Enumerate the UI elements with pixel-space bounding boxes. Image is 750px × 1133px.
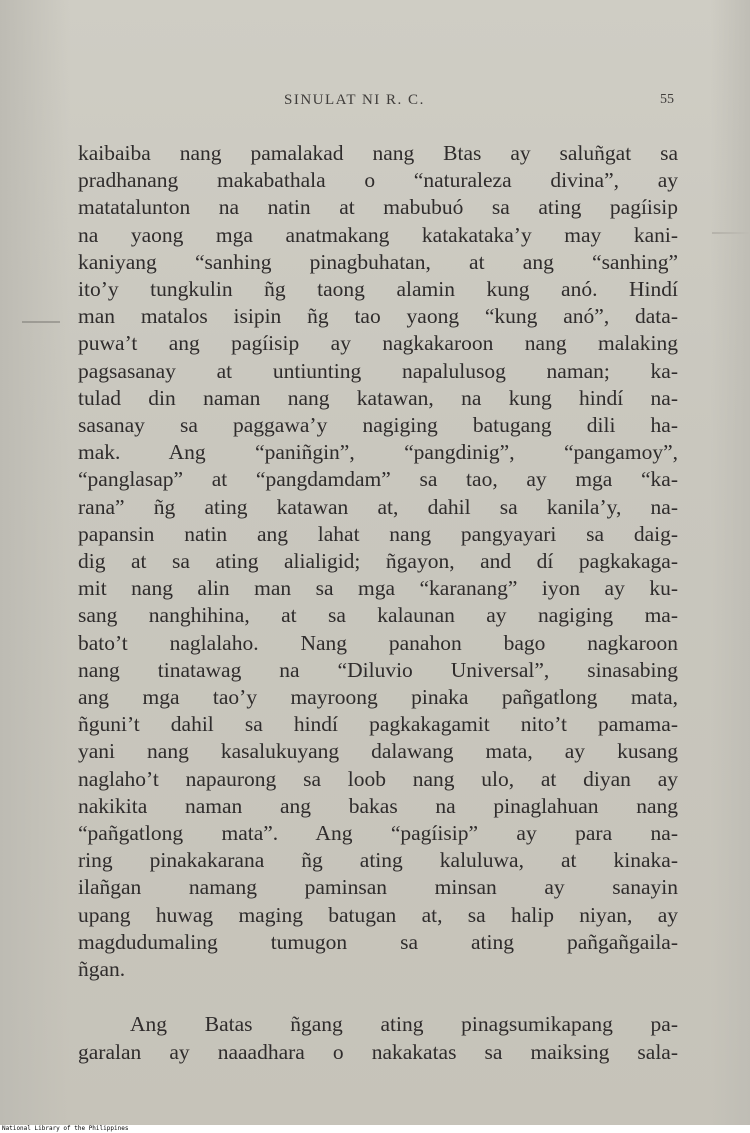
text-line: ñguni’t dahil sa hindí pagkakagamit nito’t pamama- — [78, 712, 678, 737]
text-line: tulad din naman nang katawan, na kung hindí na- — [78, 385, 678, 410]
page-header — [0, 92, 750, 116]
text-line: dig at sa ating alialigid; ñgayon, and dí pagkakaga- — [78, 549, 678, 574]
text-line: “pañgatlong mata”. Ang “pagíisip” ay para na- — [78, 821, 678, 846]
margin-rule-mark — [22, 321, 60, 323]
text-line: bato’t naglalaho. Nang panahon bago nagkaroon — [78, 630, 678, 655]
text-line: na yaong mga anatmakang katakataka’y may kani- — [78, 222, 678, 247]
paragraph-2 — [78, 1011, 678, 1065]
text-line: kaibaiba nang pamalakad nang Btas ay saluñgat sa — [78, 141, 678, 165]
text-line: pradhanang makabathala o “naturaleza divina”, ay — [78, 168, 678, 193]
text-line: garalan ay naaadhara o nakakatas sa maiksing sala- — [78, 1039, 678, 1064]
margin-rule-mark-right — [712, 232, 750, 234]
page-number: 55 — [660, 92, 674, 107]
text-line: pagsasanay at untiunting napalulusog naman; ka- — [78, 358, 678, 383]
text-line: ñgan. — [78, 957, 126, 982]
text-line: ring pinakakarana ñg ating kaluluwa, at kinaka- — [78, 848, 678, 873]
text-line: kaniyang “sanhing pinagbuhatan, at ang “sanhing” — [78, 249, 678, 274]
text-line: ang mga tao’y mayroong pinaka pañgatlong mata, — [78, 685, 678, 710]
text-line: man matalos isipin ñg tao yaong “kung anó”, data- — [78, 304, 678, 329]
text-line: nakikita naman ang bakas na pinaglahuan nang — [78, 793, 678, 818]
text-line: ilañgan namang paminsan minsan ay sanayin — [78, 875, 678, 900]
text-line: sasanay sa paggawa’y nagiging batugang dili ha- — [78, 413, 678, 438]
text-line: sang nanghihina, at sa kalaunan ay nagiging ma- — [78, 603, 678, 628]
text-line: papansin natin ang lahat nang pangyayari sa daig- — [78, 521, 678, 546]
text-line: upang huwag maging batugan at, sa halip niyan, ay — [78, 902, 678, 927]
text-line: magdudumaling tumugon sa ating pañgañgaila- — [78, 929, 678, 954]
text-line: “panglasap” at “pangdamdam” sa tao, ay mga “ka- — [78, 467, 678, 492]
text-line: naglaho’t napaurong sa loob nang ulo, at diyan ay — [78, 766, 678, 791]
text-line: ito’y tungkulin ñg taong alamin kung anó. Hindí — [78, 277, 678, 302]
text-line: yani nang kasalukuyang dalawang mata, ay kusang — [78, 739, 678, 764]
text-line: puwa’t ang pagíisip ay nagkakaroon nang malaking — [78, 331, 678, 356]
text-line: mak. Ang “paniñgin”, “pangdinig”, “pangamoy”, — [78, 440, 678, 465]
paragraph-gap — [78, 983, 678, 1011]
text-line: rana” ñg ating katawan at, dahil sa kanila’y, na- — [78, 494, 678, 519]
text-line: nang tinatawag na “Diluvio Universal”, sinasabing — [78, 657, 678, 682]
text-line: Ang Batas ñgang ating pinagsumikapang pa- — [130, 1012, 678, 1037]
text-line: matatalunton na natin at mabubuó sa ating pagíisip — [78, 195, 678, 220]
text-line: mit nang alin man sa mga “karanang” iyon ay ku- — [78, 576, 678, 601]
body-text — [78, 140, 678, 1066]
library-credit: National Library of the Philippines — [2, 1125, 129, 1132]
running-head: SINULAT NI R. C. — [284, 92, 425, 108]
paragraph-1 — [78, 140, 678, 983]
